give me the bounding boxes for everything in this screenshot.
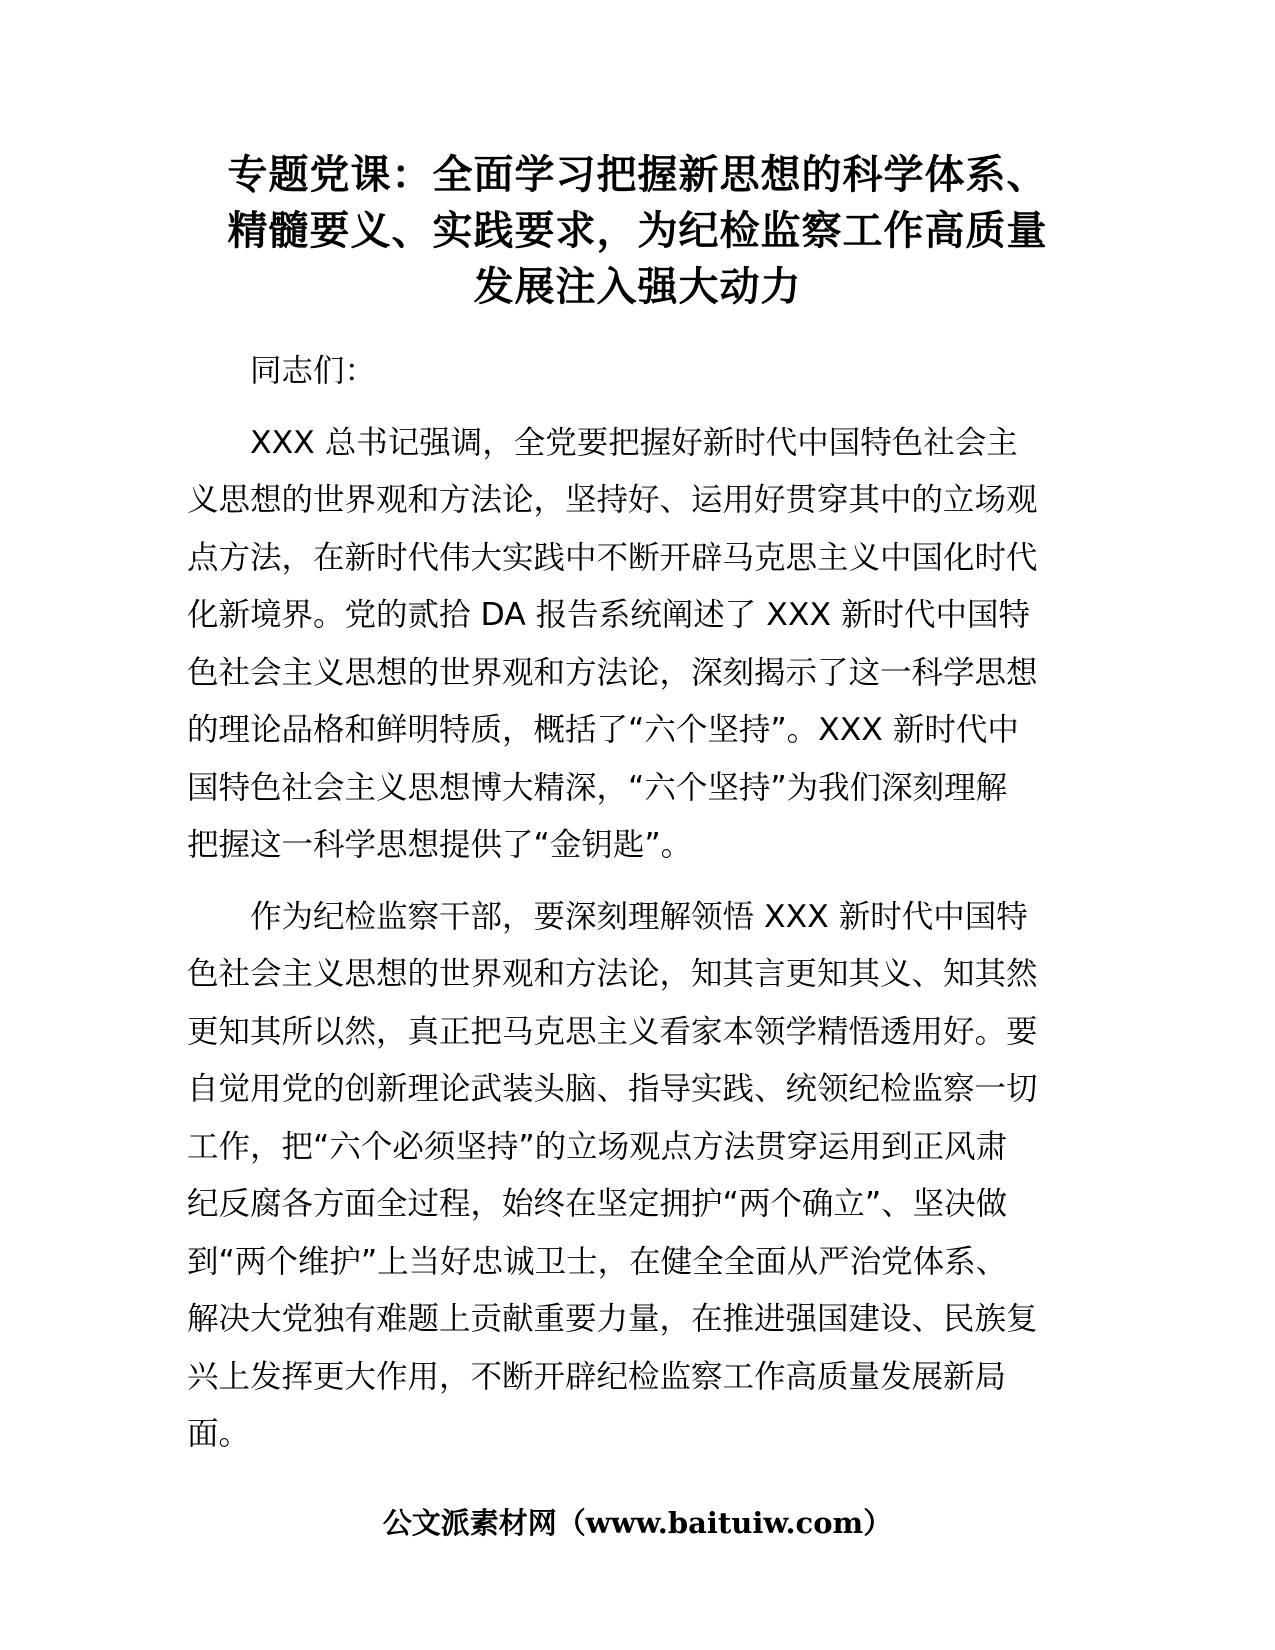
paragraph-line: 更知其所以然，真正把马克思主义看家本领学精悟透用好。要 [187,1013,1038,1050]
paragraph-line: 点方法，在新时代伟大实践中不断开辟马克思主义中国化时代 [187,539,1038,576]
paragraph-line: 把握这一科学思想提供了“金钥匙”。 [187,827,693,863]
title-line: 发展注入强大动力 [473,264,802,310]
paragraph-line: 化新境界。党的贰拾 DA 报告系统阐述了 XXX 新时代中国特 [187,597,1031,633]
paragraph-line: 色社会主义思想的世界观和方法论，知其言更知其义、知其然 [187,956,1038,992]
paragraph-2 [187,889,1087,1464]
paragraph-line: 的理论品格和鲜明特质，概括了“六个坚持”。XXX 新时代中 [187,712,1019,748]
paragraph-line: 到“两个维护”上当好忠诚卫士，在健全全面从严治党体系、 [187,1243,1008,1280]
title-line: 精髓要义、实践要求，为纪检监察工作高质量 [227,208,1048,254]
paragraph-line: 色社会主义思想的世界观和方法论，深刻揭示了这一科学思想 [187,654,1038,691]
paragraph-line: 纪反腐各方面全过程，始终在坚定拥护“两个确立”、坚决做 [187,1186,1008,1222]
document-body [187,343,1087,1478]
paragraph-line: 工作，把“六个必须坚持”的立场观点方法贯穿运用到正风肃 [187,1128,1008,1165]
paragraph-1 [187,415,1087,875]
footer-watermark: 公文派素材网（www.baituiw.com） [382,1506,893,1540]
paragraph-line: 面。 [187,1416,251,1452]
title-line: 专题党课：全面学习把握新思想的科学体系、 [227,152,1048,198]
document-title [185,147,1090,315]
paragraph-line: 解决大党独有难题上贡献重要力量，在推进强国建设、民族复 [187,1301,1038,1337]
greeting: 同志们： [250,353,377,389]
paragraph-line: XXX 总书记强调，全党要把握好新时代中国特色社会主 [250,424,1018,461]
paragraph-line: 国特色社会主义思想博大精深，“六个坚持”为我们深刻理解 [187,769,1008,806]
paragraph-line: 自觉用党的创新理论武装头脑、指导实践、统领纪检监察一切 [187,1071,1038,1107]
paragraph-line: 兴上发挥更大作用，不断开辟纪检监察工作高质量发展新局 [187,1358,1007,1395]
paragraph-line: 义思想的世界观和方法论，坚持好、运用好贯穿其中的立场观 [187,482,1038,518]
paragraph-line: 作为纪检监察干部，要深刻理解领悟 XXX 新时代中国特 [250,898,1028,935]
